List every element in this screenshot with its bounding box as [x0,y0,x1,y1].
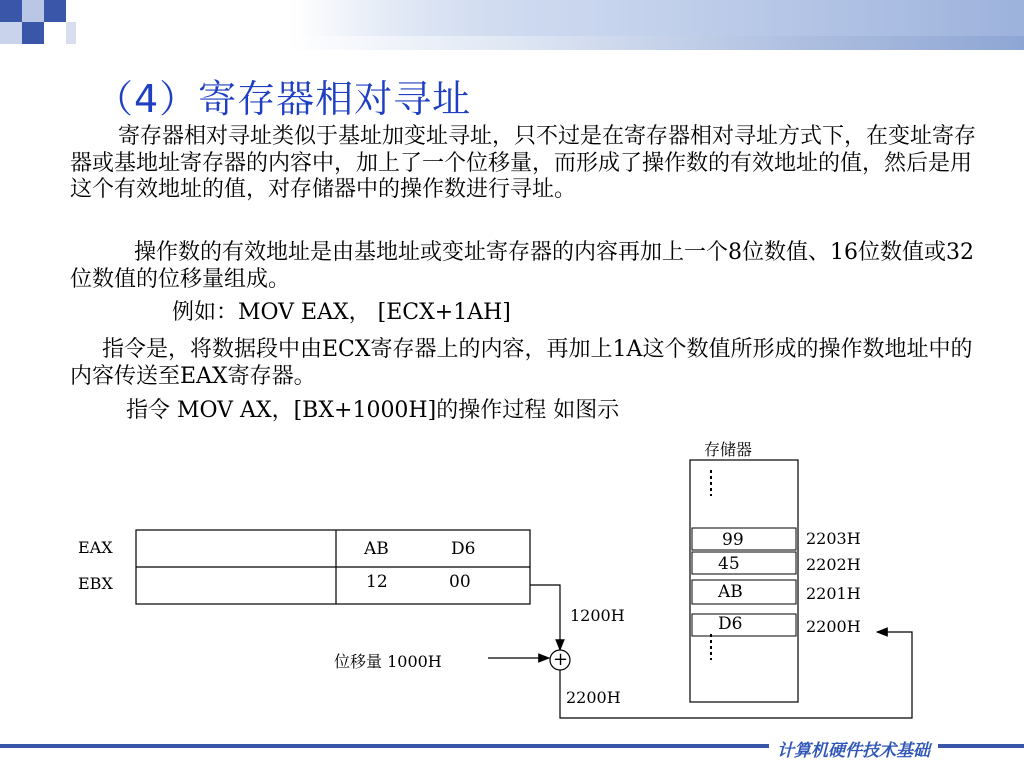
adder-plus-symbol: + [553,649,569,670]
memory-cell [692,614,796,636]
paragraph-4: 指令 MOV AX，[BX+1000H]的操作过程 如图示 [126,398,620,423]
ebx-arrow [530,585,560,650]
memory-label: 存储器 [704,440,753,459]
eax-high-byte: AB [364,539,389,559]
page-title: （4）寄存器相对寻址 [95,77,472,121]
result-address-label: 2200H [566,688,621,707]
memory-address: 2203H [806,529,861,548]
paragraph-1: 寄存器相对寻址类似于基址加变址寻址，只不过是在寄存器相对寻址方式下，在变址寄存器或基地址寄存器的内容中，加上了一个位移量，而形成了操作数的有效地址的值，然后是用这个有效地址的值，对存储器中的操作数进行寻址。 [70,124,977,202]
paragraph-example: 例如：MOV EAX， [ECX+1AH] [172,300,511,325]
ebx-low-byte: 00 [449,572,471,592]
footer-text: 计算机硬件技术基础 [769,736,938,761]
ebx-value-label: 1200H [570,606,625,625]
register-name-eax: EAX [78,538,113,557]
memory-value: AB [718,582,743,602]
displacement-label: 位移量 1000H [334,652,442,671]
memory-value: D6 [718,614,743,634]
memory-value: 99 [722,530,744,550]
eax-low-byte: D6 [451,539,476,559]
memory-cell [692,580,796,604]
paragraph-2: 操作数的有效地址是由基地址或变址寄存器的内容再加上一个8位数值、16位数值或32位数值的位移量组成。 [70,240,974,292]
memory-value: 45 [718,554,740,574]
memory-cell [692,552,796,574]
memory-block [690,460,798,702]
memory-cell [692,528,796,550]
register-name-ebx: EBX [78,574,113,593]
ebx-high-byte: 12 [366,572,388,592]
memory-address: 2202H [806,555,861,574]
memory-address: 2201H [806,584,861,603]
memory-address: 2200H [806,617,861,636]
paragraph-3: 指令是，将数据段中由ECX寄存器上的内容，再加上1A这个数值所形成的操作数地址中的内容传送至EAX寄存器。 [70,337,973,389]
